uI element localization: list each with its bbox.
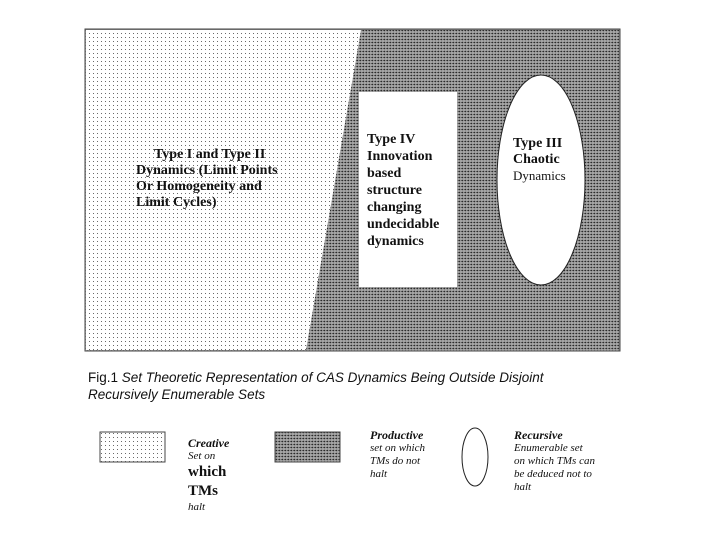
legend-creative-line: which <box>188 464 227 480</box>
figure-caption <box>88 369 543 403</box>
innovation-label <box>367 131 439 250</box>
innovation-label-line: structure <box>367 183 422 198</box>
legend-recursive-text <box>514 429 595 494</box>
legend-creative-line: halt <box>188 501 206 513</box>
legend-recursive-line: Enumerable set <box>514 442 583 454</box>
innovation-label-line: dynamics <box>367 234 424 249</box>
legend-productive-line: halt <box>370 468 388 480</box>
legend-creative-swatch <box>100 432 165 462</box>
legend-creative-line: Set on <box>188 450 216 462</box>
legend-recursive-line: halt <box>514 481 532 493</box>
legend-creative-title: Creative <box>188 436 230 450</box>
creative-label-line: Limit Cycles) <box>136 195 217 210</box>
innovation-label-line: Type IV <box>367 132 416 147</box>
innovation-label-line: undecidable <box>367 217 440 232</box>
chaotic-label-line: Dynamics <box>513 168 566 183</box>
chaotic-label-line: Chaotic <box>513 152 560 167</box>
legend-productive-title: Productive <box>370 428 424 442</box>
legend-recursive-line: on which TMs can <box>514 455 595 467</box>
chaotic-label <box>513 136 566 184</box>
creative-label-line: Or Homogeneity and <box>136 179 262 194</box>
legend-recursive-ellipse <box>462 428 488 486</box>
legend-productive-swatch <box>275 432 340 462</box>
caption-title-cont: Recursively Enumerable Sets <box>88 387 266 402</box>
legend-creative-line: TMs <box>188 483 218 499</box>
innovation-label-line: based <box>367 166 402 181</box>
chaotic-label-line: Type III <box>513 136 563 151</box>
caption-line-2 <box>88 386 543 403</box>
legend-recursive-title: Recursive <box>514 428 563 442</box>
creative-region-label <box>136 147 278 211</box>
legend-productive-text <box>370 429 425 481</box>
caption-title: Set Theoretic Representation of CAS Dynamics Being Outside Disjoint <box>121 370 544 385</box>
caption-prefix: Fig.1 <box>88 370 122 385</box>
creative-label-line: Dynamics (Limit Points <box>136 163 278 178</box>
legend-creative-text <box>188 437 229 514</box>
legend-productive-line: set on which <box>370 442 425 454</box>
creative-label-line: Type I and Type II <box>154 147 266 162</box>
caption-line-1 <box>88 369 543 386</box>
legend-productive-line: TMs do not <box>370 455 421 467</box>
innovation-label-line: Innovation <box>367 149 433 164</box>
innovation-label-line: changing <box>367 200 422 215</box>
legend-recursive-line: be deduced not to <box>514 468 592 480</box>
